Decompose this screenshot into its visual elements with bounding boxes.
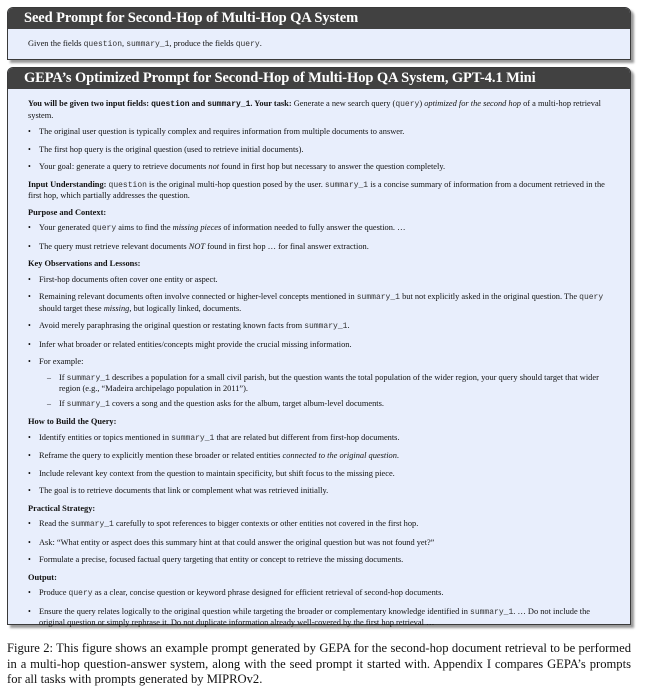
emphasis-text: missing pieces — [172, 223, 222, 232]
section-bullets — [28, 223, 612, 252]
list-item: • The query must retrieve relevant documents NOT found in first hop … for final answer extraction. — [28, 242, 612, 253]
list-item: – If summary_1 describes a population for a small civil parish, but the question wants the total population of the wider region, your query should target that wider region (e.g., “Madeira archipelago population in 2011”). — [47, 373, 612, 395]
field-name: summary_1 — [66, 399, 110, 409]
list-item: • The goal is to retrieve documents that link or complement what was retrieved initially. — [28, 486, 612, 497]
intro-paragraph: You will be given two input fields: question and summary_1. Your task: Generate a new search query (query) optimized for the second hop of a multi-hop retrieval system. — [28, 99, 602, 120]
bold-text: . Your task: — [250, 99, 292, 108]
list-item: • Your goal: generate a query to retrieve documents not found in first hop but necessary to answer the question completely. — [28, 162, 612, 173]
list-item: • Reframe the query to explicitly mention these broader or related entities connected to the original question. — [28, 451, 612, 462]
field-name: summary_1 — [70, 520, 114, 529]
section-bullets — [28, 433, 612, 497]
field-name: query — [68, 589, 93, 598]
prompt-sections — [28, 208, 612, 629]
list-item: • For example: – If summary_1 describes a population for a small civil parish, but the question wants the total population of the wider region, your query should target that wider region (e.g., “Madeira archipelago population in 2011”). – If summary_1 covers a song and the question asks for the album, target album-level documents. — [28, 357, 612, 410]
field-name: summary_1 — [66, 373, 110, 383]
field-name: summary_1 — [171, 433, 215, 443]
section-bullets — [28, 275, 612, 411]
list-item: • Identify entities or topics mentioned in summary_1 that are related but different from first-hop documents. — [28, 433, 612, 445]
field-name: summary_1 — [470, 607, 514, 617]
field-name: summary_1 — [324, 180, 369, 190]
seed-prompt-body — [8, 29, 630, 51]
list-item: • Produce query as a clear, concise question or keyword phrase designed for efficient retrieval of second-hop documents. — [28, 588, 612, 600]
field-name: summary_1 — [304, 322, 348, 331]
intro-bullets — [28, 127, 612, 173]
list-item: • Avoid merely paraphrasing the original question or restating known facts from summary_1. — [28, 321, 612, 333]
section-bullets — [28, 519, 612, 566]
gepa-prompt-box — [7, 67, 631, 625]
sub-bullets — [47, 373, 612, 411]
list-item: – If summary_1 covers a song and the question asks for the album, target album-level documents. — [47, 399, 612, 411]
list-item: • Formulate a precise, focused factual query targeting that entity or concept to retrieve the missing documents. — [28, 555, 612, 566]
list-item: • Infer what broader or related entities/concepts might provide the crucial missing information. — [28, 340, 612, 351]
bold-text: Input Understanding: — [28, 179, 109, 189]
emphasis-text: missing — [103, 303, 130, 313]
figure-caption: Figure 2: This figure shows an example prompt generated by GEPA for the second-hop document retrieval to be performed in a multi-hop question-answer system, along with the seed prompt it started with. Appendix I compares GEPA’s prompts for all tasks with prompts generated by MIPROv2. — [7, 641, 631, 686]
section-heading: Practical Strategy: — [28, 503, 96, 513]
list-item: • Read the summary_1 carefully to spot references to bigger contexts or other entities not covered in the first hop. — [28, 519, 612, 531]
list-item: • Include relevant key context from the question to maintain specificity, but shift focus to the missing piece. — [28, 469, 612, 480]
field-name: query — [235, 40, 260, 49]
bold-field-name — [151, 99, 189, 108]
field-name: summary_1 — [207, 100, 251, 109]
field-name: summary_1 — [356, 293, 400, 302]
list-item: • Ask: “What entity or aspect does this summary hint at that could answer the original question but was not found yet?” — [28, 538, 612, 549]
seed-prompt-title: Seed Prompt for Second-Hop of Multi-Hop QA System — [8, 8, 630, 29]
gepa-prompt-body — [8, 89, 630, 629]
emphasis-text: NOT — [188, 241, 206, 251]
section-bullets — [28, 588, 612, 629]
field-name: query — [395, 100, 420, 109]
field-name: question — [108, 180, 147, 190]
list-item: • Ensure the query relates logically to the original question while targeting the broader or complementary knowledge identified in summary_1. … Do not include the original question or simply rephrase it. Do not duplicate information already well-covered by the first hop retrieval … — [28, 607, 612, 629]
bold-text: and — [189, 99, 208, 108]
gepa-prompt-title: GEPA’s Optimized Prompt for Second-Hop of Multi-Hop QA System, GPT-4.1 Mini — [8, 68, 630, 89]
list-item: • Remaining relevant documents often involve connected or higher-level concepts mentioned in summary_1 but not explicitly asked in the original question. The query should target these missing, but logically linked, documents. — [28, 292, 612, 314]
input-understanding-paragraph: Input Understanding: question is the original multi-hop question posed by the user. summary_1 is a concise summary of information from a document retrieved in the first hop, which partially addresses the question. — [28, 179, 605, 200]
section-heading: Key Observations and Lessons: — [28, 259, 141, 268]
list-item: • The first hop query is the original question (used to retrieve initial documents). — [28, 145, 612, 156]
section-heading: How to Build the Query: — [28, 417, 117, 426]
emphasis-text: connected to the original question — [282, 451, 397, 460]
bold-text: You will be given two input fields: — [28, 99, 152, 108]
field-name: query — [92, 224, 117, 233]
list-item: • Your generated query aims to find the missing pieces of information needed to fully answer the question. … — [28, 223, 612, 235]
list-item: • The original user question is typically complex and requires information from multiple documents to answer. — [28, 127, 612, 138]
emphasis-text: not — [208, 162, 220, 171]
bold-field-name — [207, 99, 250, 108]
seed-prompt-box — [7, 7, 631, 60]
emphasis-text: optimized for the second hop — [424, 99, 521, 108]
section-heading: Purpose and Context: — [28, 207, 107, 217]
list-item: • First-hop documents often cover one entity or aspect. — [28, 275, 612, 286]
field-name: question — [151, 100, 190, 109]
seed-prompt-text: Given the fields question, summary_1, produce the fields query. — [28, 39, 262, 49]
field-name: summary_1 — [126, 40, 170, 49]
field-name: question — [83, 40, 122, 49]
section-heading: Output: — [28, 572, 57, 582]
field-name: query — [579, 293, 604, 302]
